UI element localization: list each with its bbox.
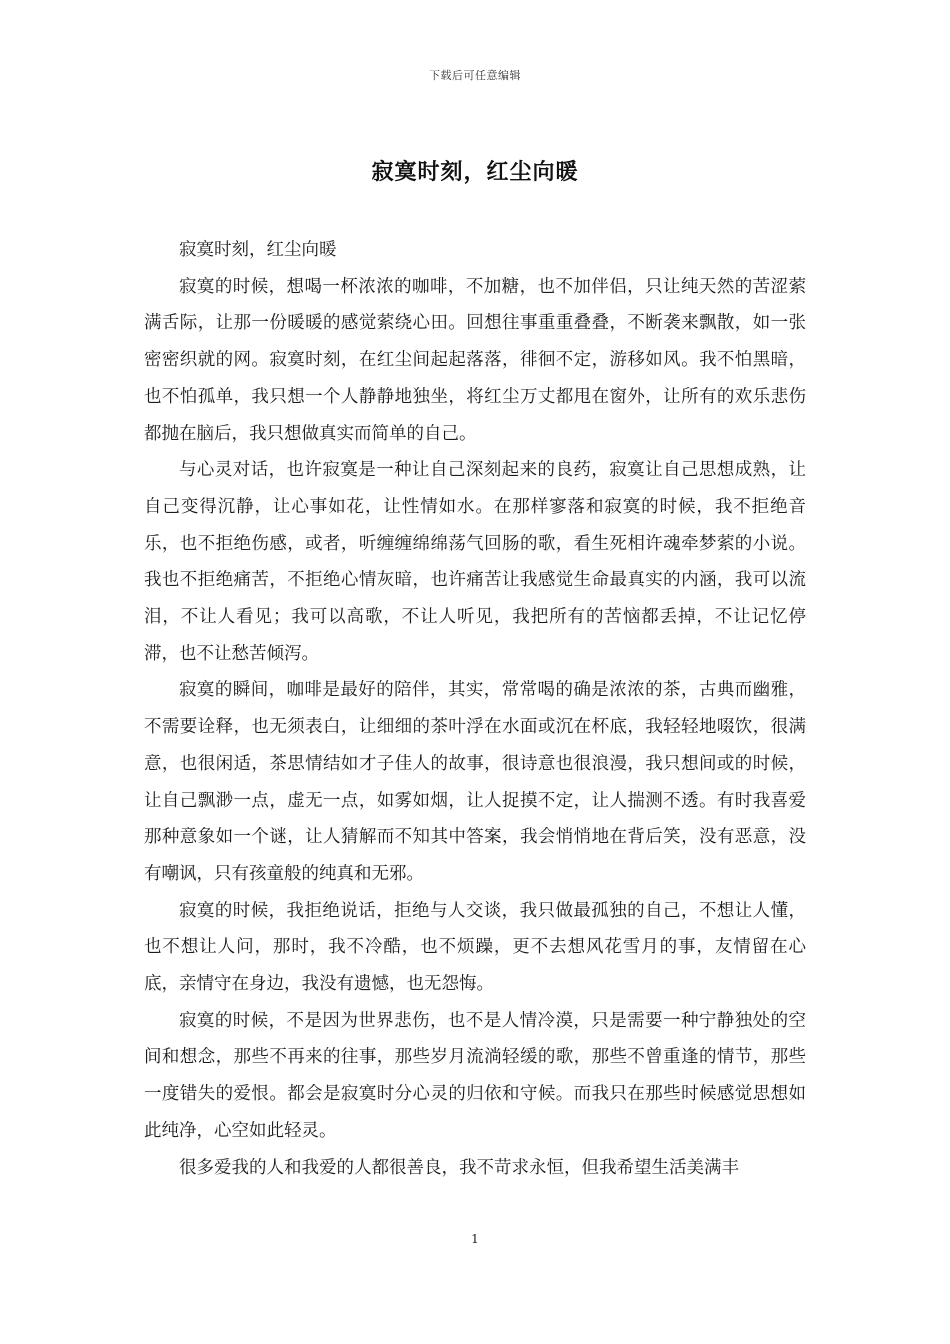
header-note: 下载后可任意编辑: [429, 69, 521, 82]
paragraph: 寂寞的时候，不是因为世界悲伤，也不是人情冷漠，只是需要一种宁静独处的空间和想念，那些不再来的往事，那些岁月流淌轻缓的歌，那些不曾重逢的情节，那些一度错失的爱恨。都会是寂寞时分心灵的归依和守候。而我只在那些时候感觉思想如此纯净，心空如此轻灵。: [144, 1010, 806, 1141]
document-title: 寂寞时刻，红尘向暖: [371, 159, 579, 185]
paragraph: 很多爱我的人和我爱的人都很善良，我不苛求永恒，但我希望生活美满丰: [179, 1157, 739, 1178]
document-body: [144, 232, 806, 1186]
paragraph: 寂寞的时候，想喝一杯浓浓的咖啡，不加糖，也不加伴侣，只让纯天然的苦涩萦满舌际，让那一份暖暖的感觉萦绕心田。回想往事重重叠叠，不断袭来飘散，如一张密密织就的网。寂寞时刻，在红尘间起起落落，徘徊不定，游移如风。我不怕黑暗，也不怕孤单，我只想一个人静静地独坐，将红尘万丈都甩在窗外，让所有的欢乐悲伤都抛在脑后，我只想做真实而简单的自己。: [144, 276, 806, 444]
page-number: 1: [471, 1232, 479, 1246]
paragraph: 寂寞的时候，我拒绝说话，拒绝与人交谈，我只做最孤独的自己，不想让人懂，也不想让人问，那时，我不冷酷，也不烦躁，更不去想风花雪月的事，友情留在心底，亲情守在身边，我没有遗憾，也无怨悔。: [144, 900, 806, 995]
paragraph: 与心灵对话，也许寂寞是一种让自己深刻起来的良药，寂寞让自己思想成熟，让自己变得沉静，让心事如花，让性情如水。在那样寥落和寂寞的时候，我不拒绝音乐，也不拒绝伤感，或者，听缠缠绵绵荡气回肠的歌，看生死相许魂牵梦萦的小说。我也不拒绝痛苦，不拒绝心情灰暗，也许痛苦让我感觉生命最真实的内涵，我可以流泪，不让人看见；我可以高歌，不让人听见，我把所有的苦恼都丢掉，不让记忆停滞，也不让愁苦倾泻。: [144, 460, 806, 664]
paragraph: 寂寞的瞬间，咖啡是最好的陪伴，其实，常常喝的确是浓浓的茶，古典而幽雅，不需要诠释，也无须表白，让细细的茶叶浮在水面或沉在杯底，我轻轻地啜饮，很满意，也很闲适，茶思情结如才子佳人的故事，很诗意也很浪漫，我只想间或的时候，让自己飘渺一点，虚无一点，如雾如烟，让人捉摸不定，让人揣测不透。有时我喜爱那种意象如一个谜，让人猜解而不知其中答案，我会悄悄地在背后笑，没有恶意，没有嘲讽，只有孩童般的纯真和无邪。: [144, 680, 806, 884]
paragraph-subtitle: 寂寞时刻，红尘向暖: [179, 240, 337, 260]
